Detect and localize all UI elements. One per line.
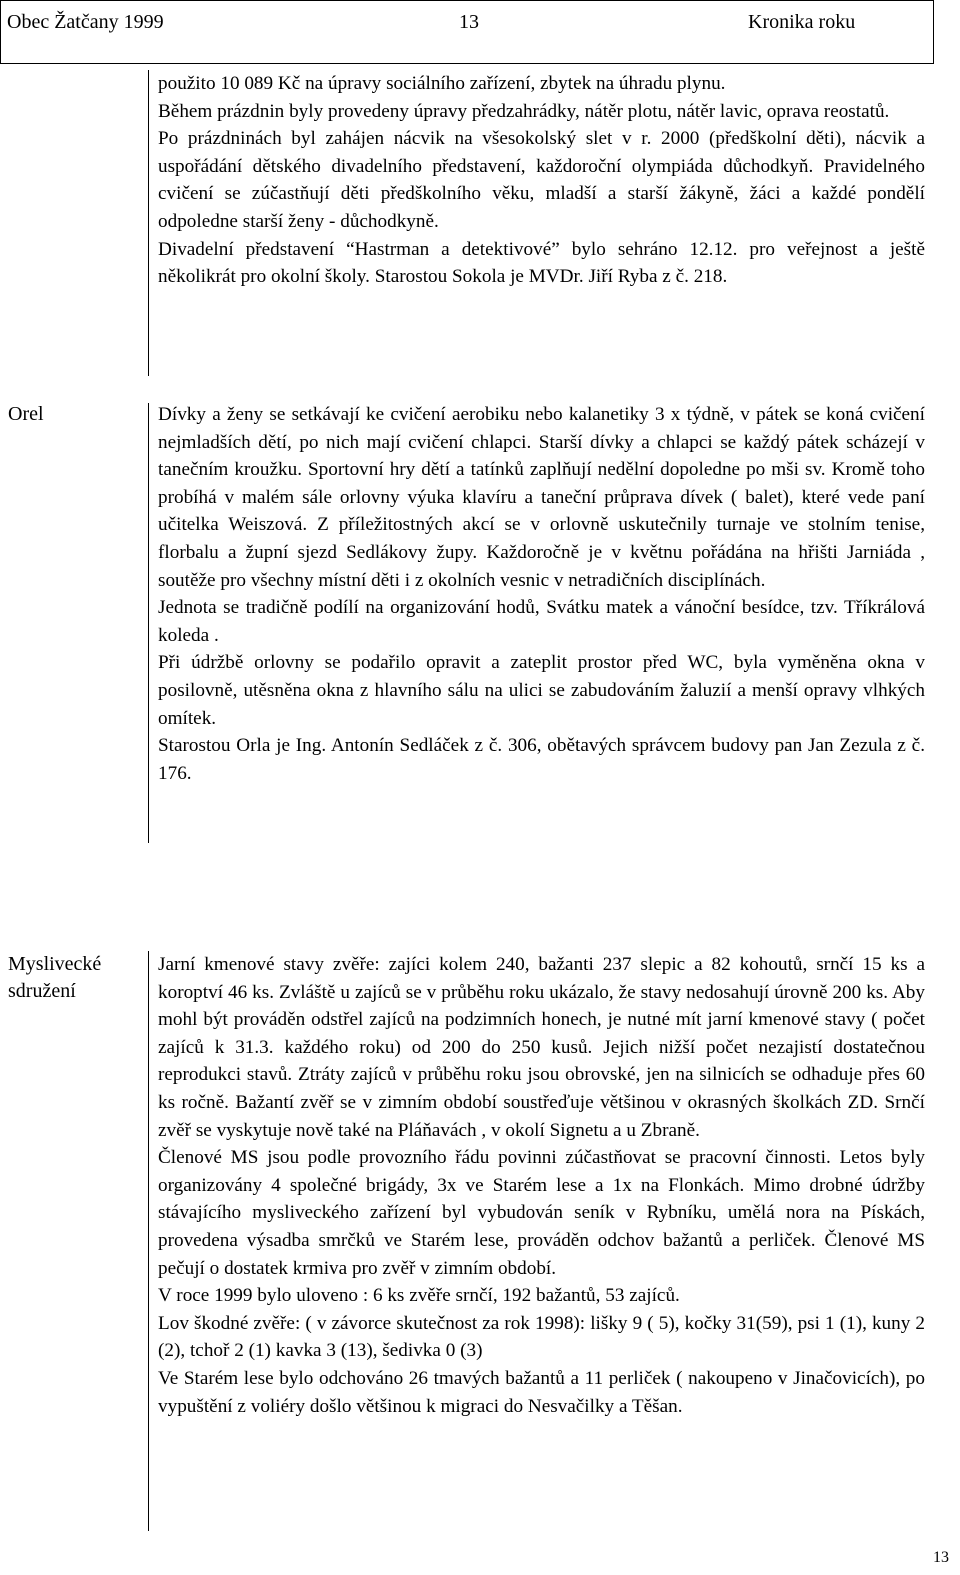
header-chronicle-title: Kronika roku [748,11,856,33]
paragraph: Divadelní představení “Hastrman a detektivové” bylo sehráno 12.12. pro veřejnost a ještě několikrát pro okolní školy. Starostou Sokola je MVDr. Jiří Ryba z č. 218. [158,238,925,288]
paragraph: Starostou Orla je Ing. Antonín Sedláček z č. 306, obětavých správcem budovy pan Jan Zezula z č. 176. [158,735,925,784]
section-label-orel: Orel [8,403,44,425]
section-label-myslivecke-sdruzeni: Myslivecké sdružení [8,953,102,1002]
section-ms-text [158,951,925,1420]
page-header [0,0,934,64]
paragraph: Členové MS jsou podle provozního řádu povinni zúčastňovat se pracovní činnosti. Letos byly organizovány 4 společné brigády, 3x ve Starém lese a 1x na Flonkách. Mimo drobné údržby stávajícího mysliveckého zařízení byl vybudován seník v Rybníku, umělá nora na Pískách, provedena výsadba smrčků ve Starém lese, prováděn odchov bažantů a perliček. Členové MS pečují o dostatek krmiva pro zvěř v zimním období. [158,1147,925,1279]
section-rule [148,70,149,376]
footer-page-number: 13 [933,1549,949,1566]
header-village-year: Obec Žatčany 1999 [7,11,164,33]
paragraph: Dívky a ženy se setkávají ke cvičení aerobiku nebo kalanetiky 3 x týdně, v pátek se koná cvičení nejmladších dětí, po nich mají cvičení chlapci. Starší dívky a chlapci se každý pátek scházejí v tanečním kroužku. Sportovní hry dětí a tatínků zaplňují nedělní dopoledne po mši sv. Kromě toho probíhá v malém sále orlovny výuka klavíru a taneční průprava dívek ( balet), které vede paní učitelka Weiszová. Z příležitostných akcí se v orlovně uskutečnily turnaje ve stolním tenise, florbalu a župní sjezd Sedlákovy župy. Každoročně je v květnu pořádána na hřišti Jarniáda , soutěže pro všechny místní děti i z okolních vesnic v netradičních disciplínách. [158,404,925,591]
section-sokol-text [158,70,925,291]
section-rule [148,951,149,1531]
paragraph: Při údržbě orlovny se podařilo opravit a zateplit prostor před WC, byla vyměněna okna v posilovně, utěsněna okna z hlavního sálu na ulici se zabudováním žaluzií a menší opravy vlhkých omítek. [158,652,925,729]
paragraph: Jarní kmenové stavy zvěře: zajíci kolem 240, bažanti 237 slepic a 82 kohoutů, srnčí 15 ks a koroptví 46 ks. Zvláště u zajíců se v průběhu roku ukázalo, že stavy nedosahují úrovně 200 ks. Aby mohl být prováděn odstřel zajíců na podzimních honech, je nutné mít jarní kmenové stavy ( počet zajíců k 31.3. každého roku) od 200 do 250 kusů. Jejich nižší počet nezajistí dostatečnou reprodukci stavů. Ztráty zajíců v průběhu roku jsou obrovské, jen na silnicích se odhaduje přes 60 ks ročně. Bažantí zvěř se v zimním období soustřeďuje většinou v okrasných školkách ZD. Srnčí zvěř se vyskytuje nově také na Pláňavách , v okolí Signetu a u Zbraně. [158,954,925,1141]
paragraph: Jednota se tradičně podílí na organizování hodů, Svátku matek a vánoční besídce, tzv. Tříkrálová koleda . [158,597,925,646]
paragraph: Lov škodné zvěře: ( v závorce skutečnost za rok 1998): lišky 9 ( 5), kočky 31(59), psi 1 (1), kuny 2 (2), tchoř 2 (1) kavka 3 (13), šedivka 0 (3) [158,1312,925,1362]
section-orel-text [158,401,925,787]
paragraph: V roce 1999 bylo uloveno : 6 ks zvěře srnčí, 192 bažantů, 53 zajíců. [158,1285,680,1307]
paragraph: Po prázdninách byl zahájen nácvik na všesokolský slet v r. 2000 (předškolní děti), nácvik a uspořádání dětského divadelního představení, každoroční olympiáda důchodkyň. Pravidelného cvičení se zúčastňují děti předškolního věku, mladší a starší žákyně, žáci a každé pondělí odpoledne starší ženy - důchodkyně. [158,128,925,232]
section-rule [148,403,149,843]
header-page-number: 13 [459,11,479,33]
paragraph: použito 10 089 Kč na úpravy sociálního zařízení, zbytek na úhradu plynu. [158,73,726,94]
paragraph: Ve Starém lese bylo odchováno 26 tmavých bažantů a 11 perliček ( nakoupeno v Jinačovicích), po vypuštění z voliéry došlo většinou k migraci do Nesvačilky a Těšan. [158,1367,925,1417]
paragraph: Během prázdnin byly provedeny úpravy předzahrádky, nátěr plotu, nátěr lavic, oprava reostatů. [158,100,890,122]
